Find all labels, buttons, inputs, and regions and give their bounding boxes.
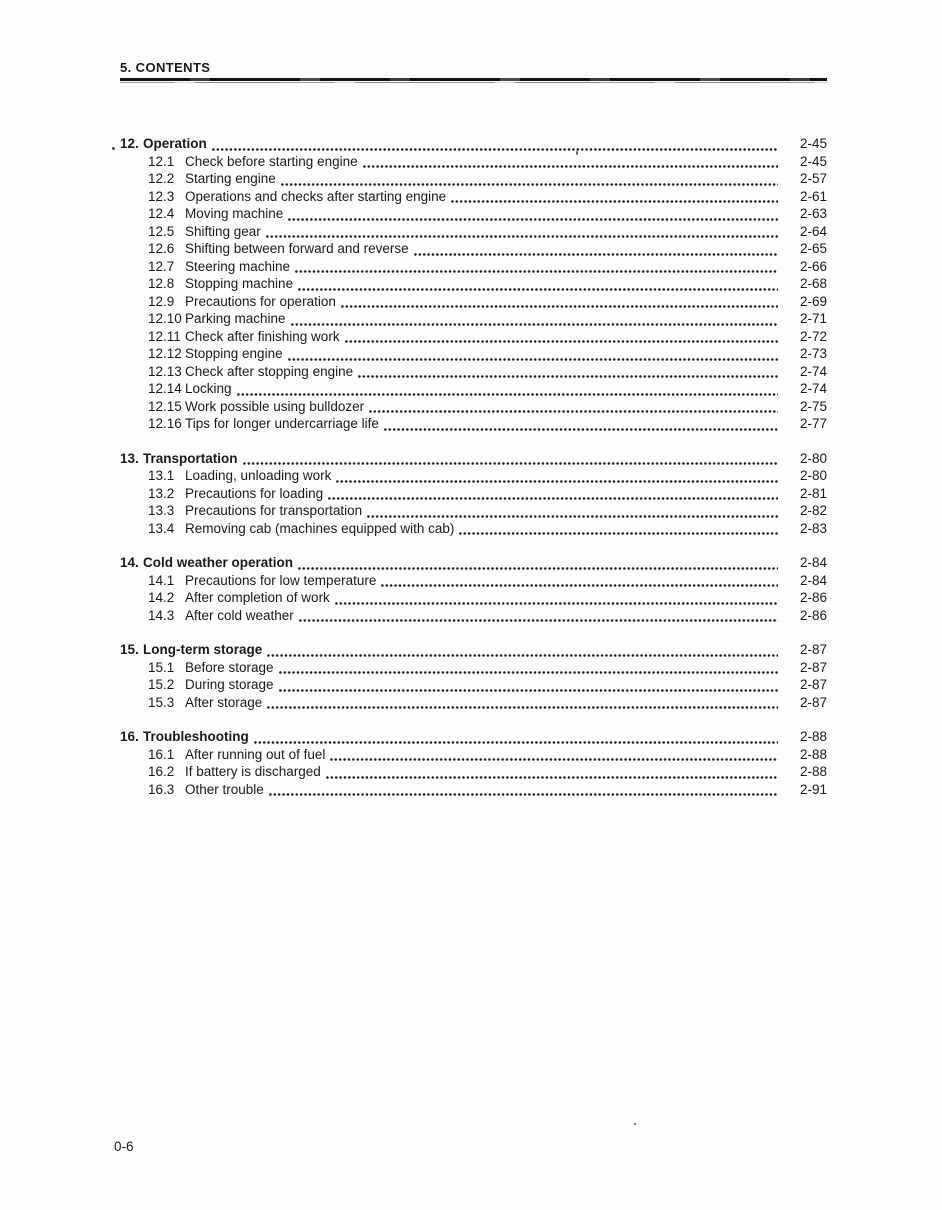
item-title: Precautions for low temperature: [185, 572, 377, 588]
dot-leader: [243, 462, 778, 465]
dot-leader: [459, 532, 778, 535]
item-page-number: 2-83: [799, 520, 827, 536]
item-page-number: 2-77: [799, 416, 827, 431]
item-page-number: 2-71: [799, 311, 827, 326]
item-title: After storage: [185, 694, 263, 710]
item-number: 12.7: [148, 258, 175, 274]
item-number: 12.13: [148, 363, 182, 379]
item-title: Moving machine: [185, 206, 284, 221]
toc-item: [120, 747, 827, 765]
toc-item: [120, 608, 827, 626]
item-title: Loading, unloading work: [185, 468, 332, 483]
item-title: Precautions for transportation: [185, 503, 363, 518]
item-page-number: 2-74: [799, 381, 827, 396]
toc-item: [120, 311, 827, 329]
toc-item: [120, 521, 827, 539]
toc-section-heading: [120, 451, 827, 469]
dot-leader: [414, 253, 778, 256]
item-page-number: 2-88: [799, 746, 827, 762]
item-title: Shifting between forward and reverse: [185, 241, 409, 256]
toc-item: [120, 590, 827, 608]
toc-item: [120, 364, 827, 382]
dot-leader: [358, 375, 778, 378]
item-title: After cold weather: [185, 607, 294, 623]
item-page-number: 2-64: [799, 223, 827, 239]
item-title: Precautions for loading: [185, 485, 324, 501]
item-title: Before storage: [185, 659, 274, 675]
toc-section-items: [120, 660, 827, 713]
item-title: Check before starting engine: [185, 153, 358, 169]
toc-item: [120, 346, 827, 364]
item-title: Steering machine: [185, 258, 291, 274]
toc-item: [120, 276, 827, 294]
toc-section-heading: [120, 136, 827, 154]
item-page-number: 2-69: [799, 293, 827, 309]
item-number: 13.4: [148, 520, 175, 536]
item-number: 12.5: [148, 223, 175, 239]
dot-leader: [267, 706, 778, 709]
header-title: 5. CONTENTS: [120, 60, 211, 75]
toc-item: [120, 399, 827, 417]
item-title: Stopping engine: [185, 346, 283, 361]
item-title: Precautions for operation: [185, 293, 336, 309]
item-title: Check after finishing work: [185, 328, 340, 344]
toc-item: [120, 381, 827, 399]
toc-section-heading: [120, 642, 827, 660]
section-title: Transportation: [143, 450, 238, 466]
item-title: Locking: [185, 381, 232, 396]
dot-leader: [288, 358, 778, 361]
item-title: Work possible using bulldozer: [185, 398, 365, 414]
item-number: 16.1: [148, 746, 175, 762]
item-page-number: 2-80: [799, 468, 827, 483]
dot-leader: [295, 270, 778, 273]
item-page-number: 2-86: [799, 607, 827, 623]
dot-leader: [326, 776, 778, 779]
dot-leader: [279, 689, 778, 692]
item-number: 12.2: [148, 171, 175, 186]
dot-leader: [298, 567, 778, 570]
toc-section-heading: [120, 555, 827, 573]
item-page-number: 2-68: [799, 276, 827, 291]
page-header: [120, 60, 827, 83]
dot-leader: [381, 584, 778, 587]
item-title: Parking machine: [185, 311, 286, 326]
section-number: 14.: [120, 555, 139, 570]
item-number: 15.1: [148, 659, 175, 675]
toc-item: [120, 189, 827, 207]
item-title: Stopping machine: [185, 276, 294, 291]
item-page-number: 2-65: [799, 241, 827, 256]
toc-section: [120, 451, 827, 539]
item-number: 14.2: [148, 590, 175, 605]
item-number: 12.1: [148, 153, 175, 169]
dot-leader: [384, 428, 778, 431]
item-number: 13.2: [148, 485, 175, 501]
item-page-number: 2-86: [799, 590, 827, 605]
section-number: 15.: [120, 642, 139, 657]
toc-item: [120, 259, 827, 277]
dot-leader: [269, 793, 778, 796]
item-number: 14.1: [148, 572, 175, 588]
dot-leader: [281, 183, 778, 186]
item-number: 12.6: [148, 241, 175, 256]
item-number: 12.15: [148, 398, 182, 414]
item-title: After running out of fuel: [185, 746, 326, 762]
item-title: If battery is discharged: [185, 764, 321, 779]
dot-leader: [328, 497, 778, 500]
dot-leader: [363, 165, 778, 168]
item-title: Operations and checks after starting engine: [185, 188, 447, 204]
item-page-number: 2-82: [799, 503, 827, 518]
toc-section-items: [120, 154, 827, 434]
section-number: 16.: [120, 729, 139, 744]
dot-leader: [330, 758, 778, 761]
toc-item: [120, 660, 827, 678]
item-number: 12.9: [148, 293, 175, 309]
item-number: 15.2: [148, 677, 175, 692]
item-number: 12.10: [148, 311, 182, 326]
toc-section-heading: [120, 729, 827, 747]
toc-section-items: [120, 573, 827, 626]
item-title: After completion of work: [185, 590, 330, 605]
dot-leader: [266, 235, 778, 238]
dot-leader: [336, 480, 778, 483]
item-page-number: 2-74: [799, 363, 827, 379]
toc-item: [120, 416, 827, 434]
toc-item: [120, 573, 827, 591]
scan-speck: [112, 147, 115, 150]
item-number: 12.11: [148, 328, 181, 344]
item-page-number: 2-91: [799, 781, 827, 797]
item-number: 12.12: [148, 346, 182, 361]
toc-item: [120, 171, 827, 189]
dot-leader: [254, 741, 778, 744]
header-rule-shadow: [120, 82, 827, 83]
item-page-number: 2-87: [799, 677, 827, 692]
dot-leader: [237, 393, 778, 396]
toc-item: [120, 677, 827, 695]
toc-item: [120, 154, 827, 172]
item-title: Starting engine: [185, 171, 276, 186]
dot-leader: [369, 410, 778, 413]
toc-item: [120, 206, 827, 224]
dot-leader: [345, 340, 778, 343]
item-page-number: 2-61: [799, 188, 827, 204]
toc-item: [120, 294, 827, 312]
item-number: 14.3: [148, 607, 175, 623]
item-page-number: 2-81: [799, 485, 827, 501]
section-page-number: 2-84: [799, 555, 827, 570]
dot-leader: [298, 288, 778, 291]
toc-item: [120, 503, 827, 521]
toc-item: [120, 468, 827, 486]
scan-speck: [634, 1123, 636, 1125]
toc-section-items: [120, 468, 827, 538]
item-title: Removing cab (machines equipped with cab): [185, 520, 455, 536]
item-title: Other trouble: [185, 781, 264, 797]
section-page-number: 2-87: [799, 642, 827, 657]
toc-section-items: [120, 747, 827, 800]
item-number: 13.1: [148, 468, 175, 483]
section-title: Long-term storage: [143, 642, 263, 657]
item-title: Check after stopping engine: [185, 363, 354, 379]
dot-leader: [299, 619, 778, 622]
section-page-number: 2-80: [799, 450, 827, 466]
item-page-number: 2-75: [799, 398, 827, 414]
dot-leader: [341, 305, 778, 308]
item-page-number: 2-57: [799, 171, 827, 186]
item-title: Shifting gear: [185, 223, 261, 239]
item-number: 12.3: [148, 188, 175, 204]
item-number: 12.8: [148, 276, 175, 291]
item-page-number: 2-87: [799, 659, 827, 675]
scan-speck: [576, 151, 578, 155]
item-page-number: 2-88: [799, 764, 827, 779]
section-page-number: 2-88: [799, 729, 827, 744]
toc-item: [120, 241, 827, 259]
header-rule: [120, 78, 827, 81]
item-page-number: 2-73: [799, 346, 827, 361]
item-page-number: 2-87: [799, 694, 827, 710]
item-number: 12.16: [148, 416, 182, 431]
dot-leader: [267, 654, 778, 657]
toc-item: [120, 329, 827, 347]
toc-item: [120, 695, 827, 713]
toc-item: [120, 782, 827, 800]
item-page-number: 2-72: [799, 328, 827, 344]
item-page-number: 2-84: [799, 572, 827, 588]
item-number: 13.3: [148, 503, 175, 518]
item-number: 12.14: [148, 381, 182, 396]
toc-item: [120, 764, 827, 782]
item-number: 15.3: [148, 694, 175, 710]
section-page-number: 2-45: [799, 136, 827, 151]
item-page-number: 2-63: [799, 206, 827, 221]
dot-leader: [212, 148, 778, 151]
section-number: 13.: [120, 450, 139, 466]
item-page-number: 2-45: [799, 153, 827, 169]
section-title: Cold weather operation: [143, 555, 294, 570]
dot-leader: [279, 671, 778, 674]
toc-section: [120, 136, 827, 434]
toc-item: [120, 224, 827, 242]
item-title: Tips for longer undercarriage life: [185, 416, 379, 431]
dot-leader: [288, 218, 778, 221]
dot-leader: [291, 323, 778, 326]
section-title: Operation: [143, 136, 207, 151]
table-of-contents: [120, 136, 827, 799]
footer-page-number: 0-6: [114, 1139, 134, 1154]
item-page-number: 2-66: [799, 258, 827, 274]
toc-item: [120, 486, 827, 504]
item-number: 12.4: [148, 206, 175, 221]
item-number: 16.3: [148, 781, 175, 797]
dot-leader: [335, 602, 778, 605]
toc-section: [120, 642, 827, 712]
section-title: Troubleshooting: [143, 729, 249, 744]
toc-section: [120, 555, 827, 625]
toc-section: [120, 729, 827, 799]
dot-leader: [451, 200, 778, 203]
item-title: During storage: [185, 677, 274, 692]
section-number: 12.: [120, 136, 139, 151]
item-number: 16.2: [148, 764, 175, 779]
dot-leader: [367, 515, 778, 518]
